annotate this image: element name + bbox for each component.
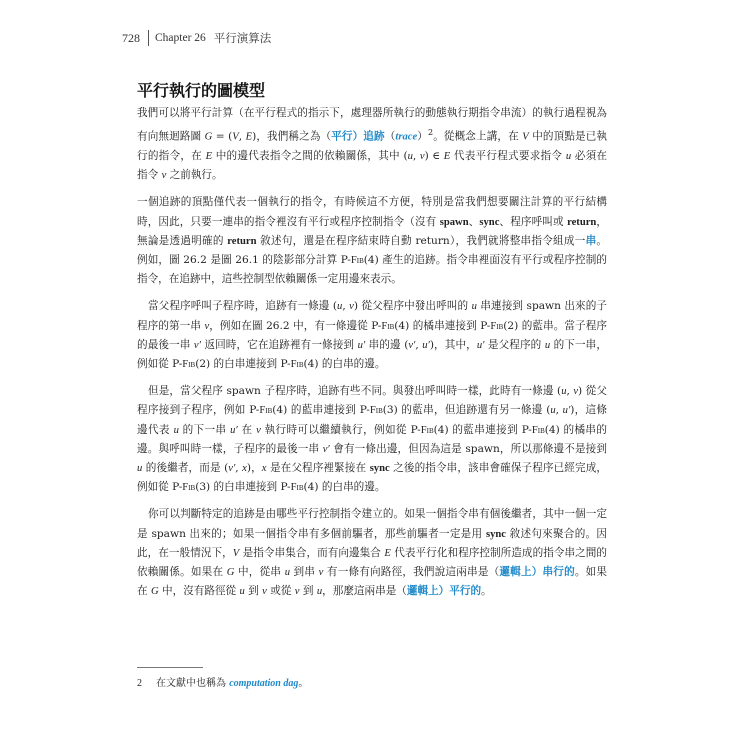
text-run: 敘述句，還是在程序結束時自動 return），我們就將整串指令組成一 — [256, 234, 586, 247]
text-run: E — [384, 547, 391, 559]
text-run: (4) 的白串的邊。 — [303, 481, 386, 494]
text-run: 串的邊 ( — [365, 338, 409, 351]
text-run: , — [235, 461, 243, 474]
text-run: , — [412, 149, 420, 162]
term-highlight: 邏輯上）平行的 — [406, 585, 482, 598]
text-run: v — [204, 320, 210, 332]
text-run: sync — [479, 216, 500, 228]
text-run: 、 — [468, 215, 480, 228]
section-title: 平行執行的圖模型 — [137, 81, 266, 100]
text-run: (4) 的白串的邊。 — [303, 357, 386, 370]
text-run: )，其中， — [429, 338, 477, 351]
text-run: u — [550, 405, 556, 417]
text-run: u — [284, 567, 290, 578]
page-number: 728 — [122, 30, 140, 45]
text-run: Fib — [290, 358, 304, 370]
text-run: 有一條有向路徑，我們說這兩串是（ — [323, 566, 500, 578]
text-run: Fib — [182, 482, 196, 494]
text-run: v′ — [193, 339, 201, 351]
text-run: V — [232, 131, 239, 143]
text-run: u′ — [357, 339, 366, 351]
text-run: ） — [417, 130, 429, 143]
text-run: v′ — [408, 339, 416, 351]
text-run: u — [316, 586, 323, 598]
text-run: (4) 的藍串連接到 P- — [433, 423, 532, 436]
text-run: V — [232, 547, 240, 559]
text-run: sync — [369, 462, 390, 474]
text-run: , — [415, 338, 423, 351]
text-run: 到串 — [289, 566, 319, 578]
text-run: = ( — [212, 130, 233, 143]
text-run: 執行時可以繼續執行，例如從 P- — [260, 423, 421, 436]
chapter-title: 平行演算法 — [213, 31, 272, 45]
text-run: u′ — [230, 424, 238, 436]
term-highlight: 平行）追跡 — [331, 130, 385, 143]
text-run: u — [239, 586, 245, 598]
text-run: Fib — [531, 424, 545, 436]
running-head — [122, 30, 271, 46]
text-run: 串連接到 spawn 出來的子程序的第一串 — [137, 300, 607, 332]
text-run: 在 — [237, 423, 257, 436]
text-run: (3) 的藍串，但追跡還有另一條邊 ( — [382, 404, 551, 417]
text-run: u — [337, 301, 343, 313]
text-run: 。例如，圖 26.2 是圖 26.1 的陰影部分計算 P- — [137, 234, 607, 266]
text-run: 代表平行程式要求指令 — [450, 149, 566, 162]
text-run: )，這條邊代表 — [137, 404, 607, 436]
text-run: E — [443, 150, 451, 162]
text-run: return — [227, 235, 257, 247]
paragraph — [137, 193, 607, 289]
text-run: sync — [485, 528, 506, 540]
term-highlight: 串 — [585, 234, 597, 247]
text-run: V — [522, 131, 529, 143]
text-run: 當父程序呼叫子程序時，追跡有一條邊 ( — [148, 300, 338, 313]
text-run: ，那麼這兩串是（ — [322, 585, 407, 598]
text-run: u — [407, 150, 413, 162]
text-run: v — [318, 567, 324, 578]
text-run: 。 — [481, 585, 492, 598]
text-run: 。如果在 — [137, 566, 608, 598]
text-run: (4) 的橘串連接到 P- — [394, 319, 491, 332]
text-run: u — [471, 301, 477, 313]
text-run: 的後繼者，而是 ( — [142, 461, 229, 474]
text-run: , — [555, 404, 563, 417]
text-run: v — [419, 150, 425, 162]
footnote-ref: 2 — [428, 128, 434, 138]
text-run: )， — [246, 461, 262, 474]
text-run: 是指令串集合，而有向邊集合 — [239, 546, 385, 559]
paragraph — [137, 505, 607, 601]
text-run: (2) 的白串連接到 P- — [195, 357, 291, 370]
text-run: u — [137, 462, 143, 474]
text-run: Fib — [420, 424, 434, 436]
text-run: E — [245, 131, 253, 143]
text-run: return — [567, 216, 597, 228]
text-run: u — [565, 150, 572, 162]
text-run: 但是，當父程序 spawn 子程序時，追跡有些不同。與發出呼叫時一樣，此時有一條邊 ( — [148, 385, 562, 398]
text-run: 一個追跡的頂點僅代表一個執行的指令，有時候這不方便，特別是當我們想要關注計算的平行結構時，因此，只要一連串的指令裡沒有平行或程序控制指令（沒有 — [137, 196, 607, 228]
paragraph — [137, 297, 607, 374]
text-run: )，我們稱之為（ — [252, 130, 332, 143]
text-run: v′ — [322, 443, 330, 455]
term-highlight: trace — [395, 131, 418, 143]
text-run: 是父程序的 — [484, 338, 545, 351]
text-run: ) 從父程序中發出呼叫的 — [353, 300, 472, 313]
footnote-end: 。 — [298, 678, 309, 689]
text-run: 之前執行。 — [166, 169, 223, 182]
text-run: 敘述句來聚合的。因此，在一般情況下， — [137, 527, 607, 559]
text-run: 的下一串，例如從 P- — [137, 338, 607, 370]
text-run: 代表平行化和程序控制所造成的指令串之間的依賴關係。如果在 — [137, 546, 608, 578]
text-run: 的下一串 — [178, 423, 231, 436]
footnote-number: 2 — [137, 678, 142, 689]
text-run: u — [561, 386, 567, 398]
text-run: ，例如在圖 26.2 中，有一條邊從 P- — [209, 319, 382, 332]
text-run: v — [294, 586, 300, 598]
text-run: （ — [384, 130, 396, 143]
text-run: G — [226, 567, 235, 578]
text-run: E — [205, 150, 213, 162]
text-run: Fib — [259, 405, 273, 417]
text-run: , — [566, 385, 574, 398]
text-run: u′ — [422, 339, 430, 351]
text-run: 或從 — [266, 585, 295, 598]
text-run: Fib — [350, 254, 364, 266]
text-run: v — [256, 424, 261, 436]
footnote-rule — [137, 667, 203, 668]
text-run: 、程序呼叫或 — [499, 215, 568, 228]
text-run: 會有一條出邊，但因為這是 spawn，所以那條邊不是接到 — [329, 442, 607, 455]
footnote — [137, 674, 308, 689]
text-run: v — [161, 170, 167, 182]
text-run: (3) 的白串連接到 P- — [195, 481, 291, 494]
text-run: Fib — [290, 482, 304, 494]
text-run: 我們可以將平行計算（在平行程式的指示下，處理器所執行的動態執行期指令串流）的執行過程視為有向無迴路圖 — [137, 107, 607, 143]
text-run: Fib — [369, 405, 383, 417]
text-run: (4) 的橘串的邊。與呼叫時一樣，子程序的最後一串 — [137, 423, 607, 455]
text-run: 中，從串 — [234, 566, 285, 578]
text-run: Fib — [490, 320, 504, 332]
paragraph — [137, 382, 607, 497]
text-run: , — [342, 300, 350, 313]
text-run: (2) 的藍串。當子程序的最後一串 — [137, 319, 607, 351]
text-run: v′ — [228, 462, 236, 474]
text-run: 。從概念上講，在 — [433, 130, 523, 143]
text-run: (4) 產生的追跡。指令串裡面沒有平行或程序控制的指令，在追跡中，這些控制型依賴關係一定用邊來表示。 — [137, 253, 608, 286]
text-run: spawn — [439, 216, 469, 228]
text-run: u′ — [562, 405, 571, 417]
text-run: u — [544, 339, 551, 351]
text-run: G — [150, 586, 159, 598]
text-run: v — [349, 301, 354, 313]
text-run: 中，沒有路徑從 — [158, 585, 240, 598]
footnote-text: 在文獻中也稱為 — [156, 678, 230, 689]
text-run: u′ — [476, 339, 485, 351]
text-run: , — [238, 130, 246, 143]
text-run: ) ∈ — [424, 149, 444, 162]
text-run: 到 — [299, 585, 317, 598]
text-run: ，無論是透過明確的 — [137, 215, 608, 247]
text-run: v — [262, 586, 267, 598]
text-run: x — [261, 462, 267, 474]
text-run: (4) 的藍串連接到 P- — [272, 404, 370, 417]
text-run: Fib — [182, 358, 196, 370]
term-highlight: 邏輯上）串行的 — [499, 566, 575, 578]
text-run: 之後的指令串，該串會確保子程序已經完成，例如從 P- — [137, 461, 607, 494]
header-divider — [148, 30, 149, 46]
text-run: G — [204, 131, 213, 143]
chapter-label: Chapter 26 — [155, 32, 206, 44]
body-text — [137, 104, 607, 609]
text-run: 是在父程序裡緊接在 — [266, 461, 370, 474]
text-run: 返回時，它在追跡裡有一條接到 — [200, 338, 358, 351]
text-run: v — [573, 386, 579, 398]
text-run: 必須在指令 — [137, 149, 607, 182]
paragraph — [137, 104, 607, 185]
text-run: ) 從父程序接到子程序，例如 P- — [137, 385, 607, 417]
text-run: 到 — [244, 585, 263, 598]
text-run: 中的頂點是已執行的指令，在 — [137, 130, 608, 162]
text-run: u — [173, 424, 179, 436]
footnote-term: computation dag — [229, 678, 299, 689]
text-run: 中的邊代表指令之間的依賴關係，其中 ( — [212, 149, 408, 162]
text-run: x — [242, 462, 247, 474]
text-run: 你可以判斷特定的追跡是由哪些平行控制指令建立的。如果一個指令串有個後繼者，其中一個一定是 spawn 出來的；如果一個指令串有多個前驅者，那些前驅者一定是用 — [137, 508, 607, 540]
text-run: Fib — [381, 320, 395, 332]
